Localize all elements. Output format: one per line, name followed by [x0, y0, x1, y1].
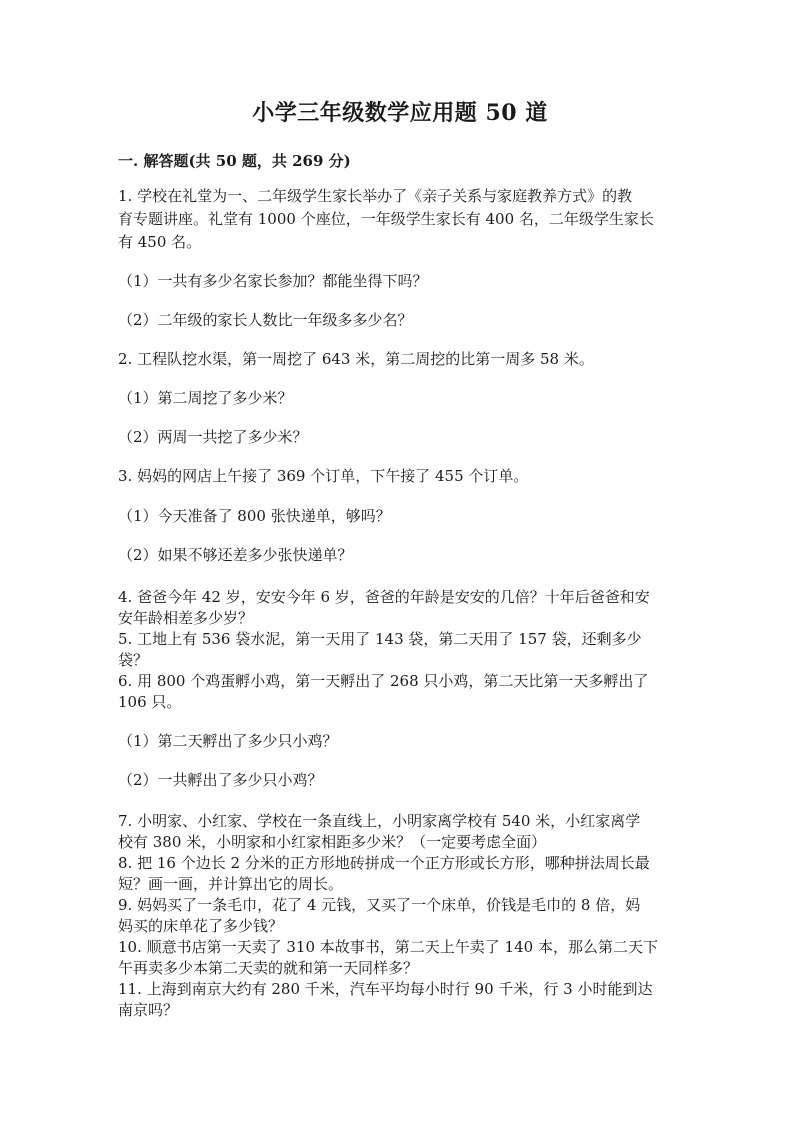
problem-1-question-2: （2）二年级的家长人数比一年级多多少名？ — [118, 311, 413, 329]
problem-3-question-1: （1）今天准备了 800 张快递单，够吗？ — [118, 507, 391, 525]
problem-9-line-2: 妈买的床单花了多少钱？ — [118, 917, 284, 935]
page-title: 小学三年级数学应用题 50 道 — [252, 100, 548, 126]
problem-5-line-2: 袋？ — [118, 651, 149, 669]
problem-6-question-2: （2）一共孵出了多少只小鸡？ — [118, 771, 323, 789]
problem-1-line-3: 有 450 名。 — [118, 233, 202, 251]
problem-6-line-1: 6. 用 800 个鸡蛋孵小鸡，第一天孵出了 268 只小鸡，第二天比第一天多孵出了 — [118, 672, 649, 690]
problem-2-question-2: （2）两周一共挖了多少米？ — [118, 428, 308, 446]
problem-10-line-2: 午再卖多少本第二天卖的就和第一天同样多？ — [118, 959, 419, 977]
problem-11-line-1: 11. 上海到南京大约有 280 千米，汽车平均每小时行 90 千米，行 3 小时能到达 — [118, 980, 653, 998]
section-heading: 一. 解答题(共 50 题，共 269 分) — [118, 152, 351, 170]
problem-6-line-2: 106 只。 — [118, 693, 182, 711]
problem-1-line-2: 育专题讲座。礼堂有 1000 个座位，一年级学生家长有 400 名，二年级学生家长 — [118, 210, 654, 228]
problem-8-line-2: 短？画一画，并计算出它的周长。 — [118, 875, 344, 893]
problem-11-line-2: 南京吗？ — [118, 1001, 179, 1019]
problem-9-line-1: 9. 妈妈买了一条毛巾，花了 4 元钱，又买了一个床单，价钱是毛巾的 8 倍，妈 — [118, 896, 641, 914]
problem-3-line-1: 3. 妈妈的网店上午接了 369 个订单，下午接了 455 个订单。 — [118, 467, 529, 485]
problem-2-question-1: （1）第二周挖了多少米？ — [118, 389, 293, 407]
problem-1-line-1: 1. 学校在礼堂为一、二年级学生家长举办了《亲子关系与家庭教养方式》的教 — [118, 187, 633, 205]
problem-4-line-2: 安年龄相差多少岁？ — [118, 609, 254, 627]
problem-2-line-1: 2. 工程队挖水渠，第一周挖了 643 米，第二周挖的比第一周多 58 米。 — [118, 350, 594, 368]
problem-1-question-1: （1）一共有多少名家长参加？都能坐得下吗？ — [118, 272, 428, 290]
problem-7-line-1: 7. 小明家、小红家、学校在一条直线上，小明家离学校有 540 米，小红家离学 — [118, 812, 641, 830]
problem-7-line-2: 校有 380 米，小明家和小红家相距多少米？（一定要考虑全面） — [118, 833, 547, 851]
problem-6-question-1: （1）第二天孵出了多少只小鸡？ — [118, 732, 338, 750]
problem-8-line-1: 8. 把 16 个边长 2 分米的正方形地砖拼成一个正方形或长方形，哪种拼法周长最 — [118, 854, 650, 872]
problem-4-line-1: 4. 爸爸今年 42 岁，安安今年 6 岁，爸爸的年龄是安安的几倍？十年后爸爸和安 — [118, 588, 650, 606]
problem-3-question-2: （2）如果不够还差多少张快递单？ — [118, 546, 353, 564]
problem-5-line-1: 5. 工地上有 536 袋水泥，第一天用了 143 袋，第二天用了 157 袋，还剩多少 — [118, 630, 642, 648]
problem-10-line-1: 10. 顺意书店第一天卖了 310 本故事书，第二天上午卖了 140 本，那么第二天下 — [118, 938, 658, 956]
